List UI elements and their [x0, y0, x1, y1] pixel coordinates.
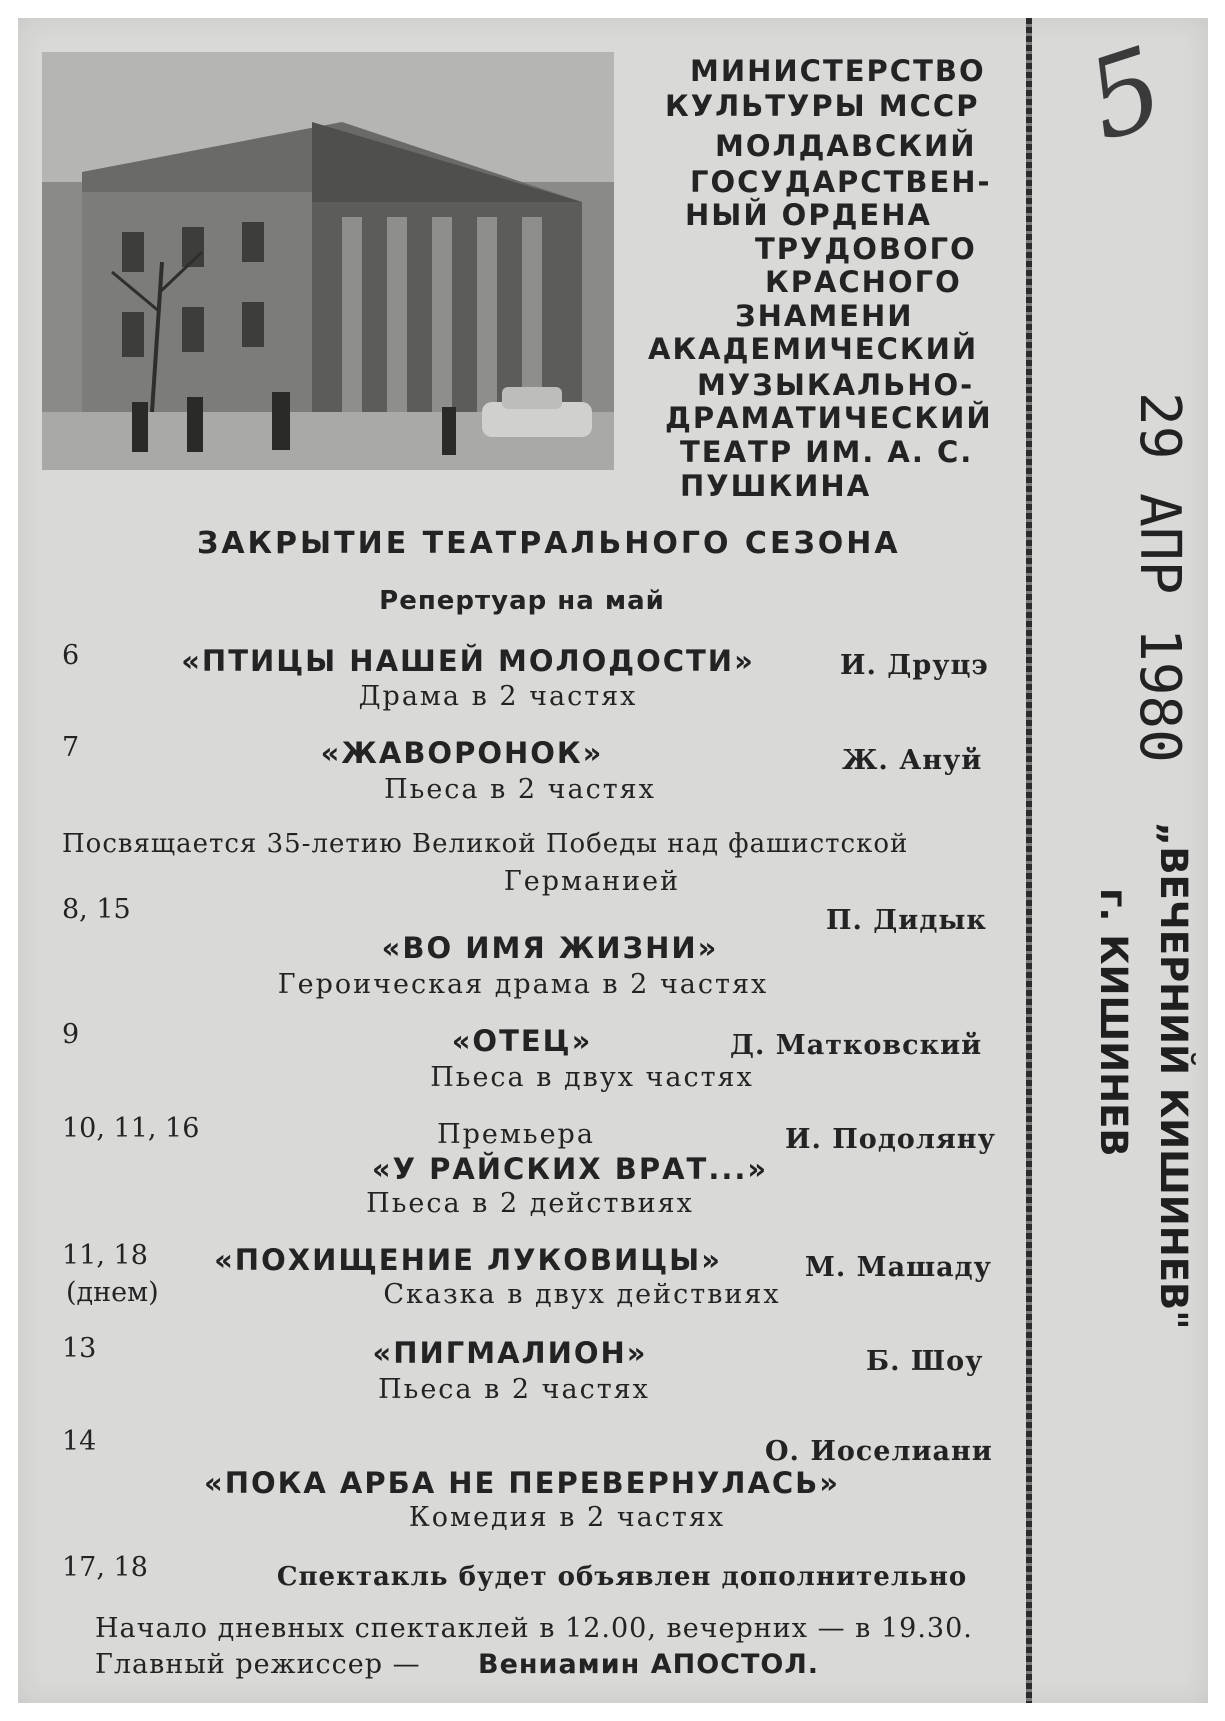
entry-author: Д. Матковский [730, 1030, 983, 1061]
institution-line: ТРУДОВОГО [755, 232, 977, 266]
entry-dates-note: (днем) [66, 1277, 159, 1308]
institution-line: КРАСНОГО [765, 265, 962, 299]
director-name: Вениамин АПОСТОЛ. [478, 1649, 820, 1680]
institution-line: ДРАМАТИЧЕСКИЙ [665, 401, 993, 435]
institution-line: КУЛЬТУРЫ МССР [665, 89, 980, 123]
entry-dates: 11, 18 [62, 1240, 148, 1271]
entry-author: Ж. Ануй [842, 745, 983, 776]
entry-description: Комедия в 2 частях [408, 1502, 726, 1533]
entry-description: Пьеса в 2 частях [378, 1374, 650, 1405]
entry-title: «ОТЕЦ» [451, 1024, 593, 1058]
repertoire-subheading: Репертуар на май [379, 586, 665, 616]
entry-description: Пьеса в 2 действиях [366, 1188, 694, 1219]
entry-dates: 10, 11, 16 [62, 1113, 200, 1144]
entry-author: М. Машаду [805, 1252, 992, 1283]
entry-title: «ПОХИЩЕНИЕ ЛУКОВИЦЫ» [214, 1243, 722, 1277]
entry-dates: 7 [62, 732, 80, 763]
newspaper-name: „ВЕЧЕРНИЙ КИШИНЕВ" [1152, 822, 1195, 1330]
entry-author: П. Дидык [826, 905, 987, 936]
dedication-line: Германией [503, 866, 681, 897]
entry-dates: 8, 15 [62, 894, 131, 925]
entry-author: И. Подоляну [785, 1124, 996, 1155]
institution-line: НЫЙ ОРДЕНА [685, 198, 932, 232]
column-divider [1026, 18, 1032, 1703]
theatre-photo [42, 52, 614, 470]
entry-title: Спектакль будет объявлен дополнительно [276, 1562, 968, 1592]
entry-title: «ВО ИМЯ ЖИЗНИ» [381, 931, 719, 965]
institution-line: МУЗЫКАЛЬНО- [697, 368, 975, 402]
entry-description: Драма в 2 частях [358, 681, 638, 712]
dedication-line: Посвящается 35-летию Великой Победы над фашистской [62, 829, 909, 859]
institution-line: ЗНАМЕНИ [735, 299, 914, 333]
entry-author: О. Иоселиани [765, 1436, 993, 1467]
entry-title: «У РАЙСКИХ ВРАТ...» [371, 1152, 769, 1186]
performance-times: Начало дневных спектаклей в 12.00, вечерних — в 19.30. [95, 1613, 973, 1644]
institution-line: АКАДЕМИЧЕСКИЙ [648, 332, 979, 366]
entry-dates: 6 [62, 640, 80, 671]
institution-line: ТЕАТР ИМ. А. С. [680, 435, 974, 469]
entry-title: «ЖАВОРОНОК» [320, 736, 604, 770]
entry-note: Премьера [437, 1119, 595, 1150]
institution-line: ГОСУДАРСТВЕН- [690, 165, 992, 199]
date-stamp: 29 АПР 1980 [1127, 392, 1192, 763]
handwritten-number: 5 [1071, 22, 1179, 166]
entry-title: «ПТИЦЫ НАШЕЙ МОЛОДОСТИ» [181, 644, 755, 678]
entry-title: «ПИГМАЛИОН» [372, 1336, 648, 1370]
director-label: Главный режиссер — [95, 1649, 421, 1680]
entry-description: Пьеса в двух частях [430, 1062, 754, 1093]
entry-dates: 9 [62, 1019, 80, 1050]
entry-description: Героическая драма в 2 частях [277, 969, 769, 1000]
entry-title: «ПОКА АРБА НЕ ПЕРЕВЕРНУЛАСЬ» [203, 1466, 841, 1500]
entry-dates: 17, 18 [62, 1552, 148, 1583]
city-name: г. КИШИНЕВ [1092, 888, 1135, 1157]
season-closing-heading: ЗАКРЫТИЕ ТЕАТРАЛЬНОГО СЕЗОНА [197, 526, 901, 561]
institution-line: ПУШКИНА [680, 469, 872, 503]
entry-description: Пьеса в 2 частях [384, 774, 656, 805]
entry-description: Сказка в двух действиях [383, 1279, 781, 1310]
institution-line: МОЛДАВСКИЙ [715, 129, 977, 163]
entry-author: И. Друцэ [840, 650, 989, 681]
entry-dates: 13 [62, 1333, 97, 1364]
institution-line: МИНИСТЕРСТВО [690, 54, 986, 88]
entry-author: Б. Шоу [866, 1346, 984, 1377]
entry-dates: 14 [62, 1426, 97, 1457]
